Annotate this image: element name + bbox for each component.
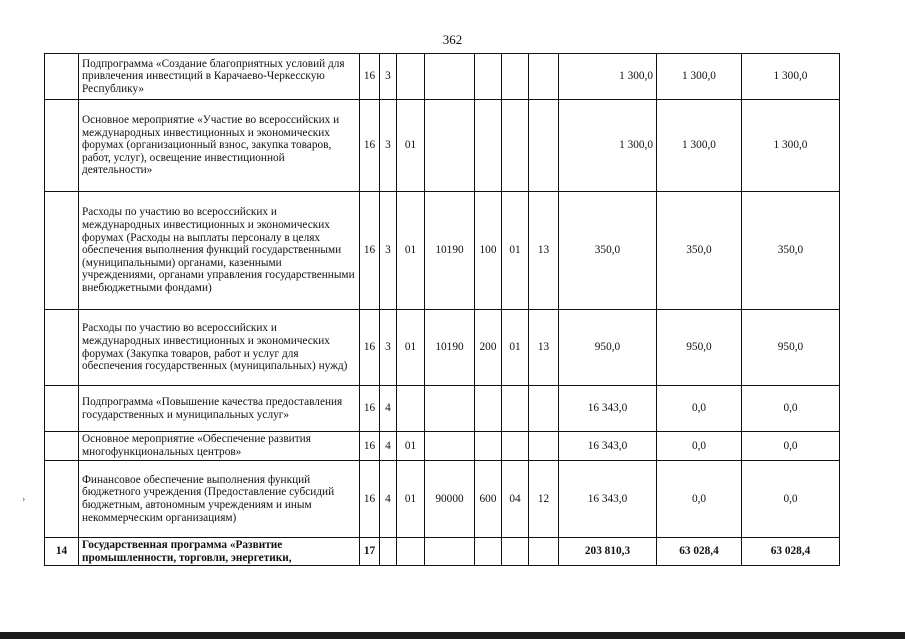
amount-year-2: 1 300,0 <box>657 54 742 100</box>
code-expense-type: 100 <box>475 192 502 310</box>
code-ministry: 16 <box>360 386 380 432</box>
code-main-event <box>397 386 425 432</box>
code-direction <box>425 54 475 100</box>
code-main-event: 01 <box>397 192 425 310</box>
amount-year-2: 63 028,4 <box>657 538 742 566</box>
code-main-event: 01 <box>397 100 425 192</box>
amount-year-1: 16 343,0 <box>559 432 657 461</box>
table-row <box>45 192 840 310</box>
code-subsection: 13 <box>529 310 559 386</box>
row-name: Финансовое обеспечение выполнения функций бюджетного учреждения (Предоставление субсидий бюджетным, автономным учреждениям и иным некоммерческим организациям) <box>79 461 360 538</box>
table-row <box>45 461 840 538</box>
table-row <box>45 386 840 432</box>
code-expense-type: 200 <box>475 310 502 386</box>
amount-year-2: 0,0 <box>657 461 742 538</box>
code-section: 04 <box>502 461 529 538</box>
code-subprogram: 3 <box>380 310 397 386</box>
code-subsection <box>529 54 559 100</box>
scan-edge-mark: › <box>22 494 26 505</box>
amount-year-3: 63 028,4 <box>742 538 840 566</box>
table-row <box>45 54 840 100</box>
table-row <box>45 538 840 566</box>
row-number <box>45 100 79 192</box>
amount-year-3: 950,0 <box>742 310 840 386</box>
code-subsection <box>529 538 559 566</box>
code-direction <box>425 432 475 461</box>
code-subsection: 12 <box>529 461 559 538</box>
code-ministry: 16 <box>360 100 380 192</box>
code-ministry: 16 <box>360 310 380 386</box>
code-direction <box>425 538 475 566</box>
amount-year-3: 1 300,0 <box>742 100 840 192</box>
amount-year-3: 0,0 <box>742 432 840 461</box>
budget-table <box>44 53 840 566</box>
code-main-event <box>397 538 425 566</box>
code-subprogram: 4 <box>380 386 397 432</box>
row-name: Основное мероприятие «Участие во всероссийских и международных инвестиционных и экономических форумах (организационный взнос, закупка товаров, работ, услуг), освещение инвестиционной деятельности» <box>79 100 360 192</box>
code-subprogram <box>380 538 397 566</box>
row-number <box>45 432 79 461</box>
code-direction <box>425 100 475 192</box>
row-number <box>45 310 79 386</box>
row-number <box>45 461 79 538</box>
row-number <box>45 192 79 310</box>
amount-year-2: 1 300,0 <box>657 100 742 192</box>
code-expense-type <box>475 386 502 432</box>
code-subprogram: 3 <box>380 54 397 100</box>
code-section <box>502 54 529 100</box>
amount-year-2: 350,0 <box>657 192 742 310</box>
code-expense-type <box>475 54 502 100</box>
code-section <box>502 386 529 432</box>
code-subprogram: 4 <box>380 432 397 461</box>
table-row <box>45 432 840 461</box>
amount-year-1: 16 343,0 <box>559 386 657 432</box>
code-subsection <box>529 432 559 461</box>
code-subsection <box>529 386 559 432</box>
page-number: 362 <box>442 32 463 47</box>
amount-year-1: 350,0 <box>559 192 657 310</box>
code-section <box>502 538 529 566</box>
code-subsection <box>529 100 559 192</box>
code-section: 01 <box>502 310 529 386</box>
amount-year-3: 350,0 <box>742 192 840 310</box>
row-name: Расходы по участию во всероссийских и международных инвестиционных и экономических форумах (Закупка товаров, работ и услуг для обеспечения государственных (муниципальных) нужд) <box>79 310 360 386</box>
row-number <box>45 386 79 432</box>
code-ministry: 16 <box>360 192 380 310</box>
row-name: Подпрограмма «Создание благоприятных условий для привлечения инвестиций в Карачаево-Черкесскую Республику» <box>79 54 360 100</box>
code-subprogram: 3 <box>380 192 397 310</box>
amount-year-1: 1 300,0 <box>559 54 657 100</box>
code-subprogram: 4 <box>380 461 397 538</box>
row-number: 14 <box>45 538 79 566</box>
code-expense-type <box>475 100 502 192</box>
amount-year-1: 16 343,0 <box>559 461 657 538</box>
amount-year-2: 0,0 <box>657 386 742 432</box>
amount-year-3: 1 300,0 <box>742 54 840 100</box>
code-section <box>502 432 529 461</box>
code-main-event: 01 <box>397 310 425 386</box>
code-ministry: 17 <box>360 538 380 566</box>
code-expense-type <box>475 538 502 566</box>
amount-year-2: 950,0 <box>657 310 742 386</box>
code-subsection: 13 <box>529 192 559 310</box>
code-direction: 90000 <box>425 461 475 538</box>
amount-year-1: 203 810,3 <box>559 538 657 566</box>
code-subprogram: 3 <box>380 100 397 192</box>
amount-year-1: 1 300,0 <box>559 100 657 192</box>
row-name: Подпрограмма «Повышение качества предоставления государственных и муниципальных услуг» <box>79 386 360 432</box>
row-number <box>45 54 79 100</box>
code-section: 01 <box>502 192 529 310</box>
row-name: Расходы по участию во всероссийских и международных инвестиционных и экономических форумах (Расходы на выплаты персоналу в целях обеспечения выполнения функций государственными (муниципальными) органами, казенными учреждениями, органами управления государственными внебюджетными фондами) <box>79 192 360 310</box>
code-section <box>502 100 529 192</box>
code-direction: 10190 <box>425 310 475 386</box>
amount-year-3: 0,0 <box>742 461 840 538</box>
code-ministry: 16 <box>360 432 380 461</box>
code-expense-type: 600 <box>475 461 502 538</box>
code-ministry: 16 <box>360 54 380 100</box>
table-row <box>45 310 840 386</box>
amount-year-3: 0,0 <box>742 386 840 432</box>
code-main-event: 01 <box>397 432 425 461</box>
table-row <box>45 100 840 192</box>
code-direction <box>425 386 475 432</box>
code-ministry: 16 <box>360 461 380 538</box>
row-name: Государственная программа «Развитие промышленности, торговли, энергетики, <box>79 538 360 566</box>
scan-bottom-edge <box>0 632 905 639</box>
amount-year-2: 0,0 <box>657 432 742 461</box>
code-main-event: 01 <box>397 461 425 538</box>
amount-year-1: 950,0 <box>559 310 657 386</box>
code-direction: 10190 <box>425 192 475 310</box>
row-name: Основное мероприятие «Обеспечение развития многофункциональных центров» <box>79 432 360 461</box>
code-main-event <box>397 54 425 100</box>
code-expense-type <box>475 432 502 461</box>
